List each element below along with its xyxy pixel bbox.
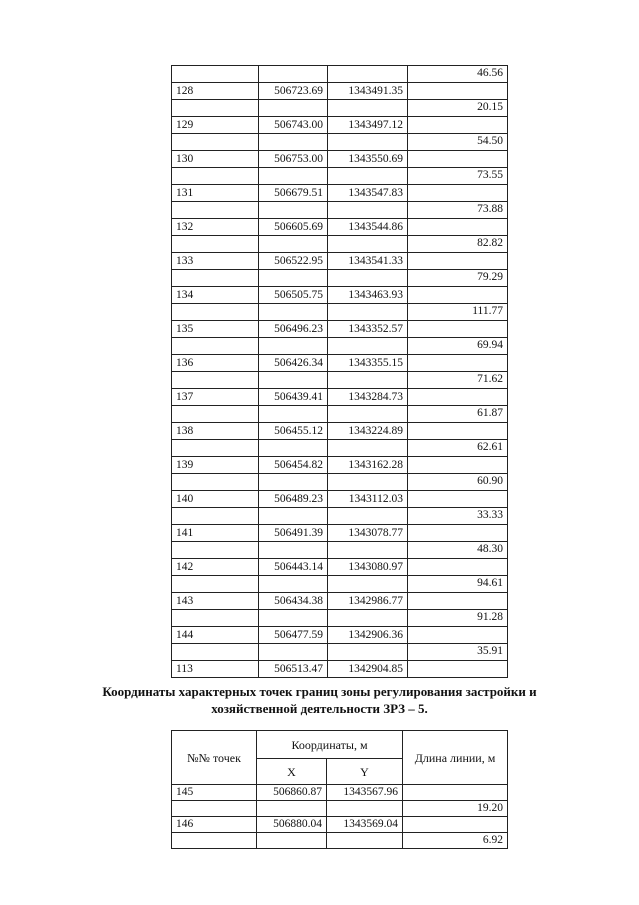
empty-cell [172,508,259,525]
length-row [172,440,508,457]
segment-length: 61.87 [408,406,508,423]
empty-cell [172,833,257,849]
coordinate-x: 506880.04 [257,817,327,833]
empty-cell [408,253,508,270]
empty-cell [403,785,508,801]
empty-cell [408,491,508,508]
section-title-line-1: Координаты характерных точек границ зоны регулирования застройки и [102,684,537,699]
segment-length: 73.55 [408,168,508,185]
point-row [172,117,508,134]
point-number: 144 [172,627,259,644]
point-number: 142 [172,559,259,576]
empty-cell [172,406,259,423]
coordinates-table-zrz5 [171,730,508,849]
coordinate-y: 1342906.36 [328,627,408,644]
point-row [172,491,508,508]
empty-cell [408,185,508,202]
coordinate-x: 506505.75 [259,287,328,304]
segment-length: 35.91 [408,644,508,661]
empty-cell [172,576,259,593]
empty-cell [408,661,508,678]
empty-cell [328,644,408,661]
coordinate-x: 506443.14 [259,559,328,576]
empty-cell [328,406,408,423]
empty-cell [172,644,259,661]
length-row [172,168,508,185]
point-row [172,321,508,338]
empty-cell [259,168,328,185]
coordinate-x: 506513.47 [259,661,328,678]
segment-length: 48.30 [408,542,508,559]
empty-cell [408,321,508,338]
coordinate-y: 1343491.35 [328,83,408,100]
empty-cell [259,338,328,355]
empty-cell [328,508,408,525]
coordinate-y: 1343162.28 [328,457,408,474]
point-row [172,593,508,610]
segment-length: 94.61 [408,576,508,593]
empty-cell [259,134,328,151]
coordinate-y: 1343550.69 [328,151,408,168]
length-row [172,542,508,559]
empty-cell [328,236,408,253]
point-number: 132 [172,219,259,236]
segment-length: 69.94 [408,338,508,355]
point-row [172,525,508,542]
empty-cell [172,338,259,355]
header-x: X [257,759,327,785]
coordinate-y: 1343547.83 [328,185,408,202]
length-row [172,236,508,253]
point-row-z [172,785,508,801]
point-number: 141 [172,525,259,542]
coordinate-y: 1343544.86 [328,219,408,236]
point-number: 133 [172,253,259,270]
empty-cell [408,287,508,304]
coordinate-x: 506426.34 [259,355,328,372]
point-row-z [172,817,508,833]
point-number: 140 [172,491,259,508]
empty-cell [408,151,508,168]
segment-length: 62.61 [408,440,508,457]
point-number: 145 [172,785,257,801]
empty-cell [408,593,508,610]
coordinate-y: 1343463.93 [328,287,408,304]
section-title-line-2: хозяйственной деятельности ЗРЗ – 5. [211,701,428,716]
coordinate-x: 506454.82 [259,457,328,474]
empty-cell [259,236,328,253]
segment-length: 73.88 [408,202,508,219]
coordinate-y: 1343112.03 [328,491,408,508]
segment-length: 33.33 [408,508,508,525]
coordinate-x: 506860.87 [257,785,327,801]
coordinate-y: 1343284.73 [328,389,408,406]
empty-cell [328,338,408,355]
point-row [172,83,508,100]
empty-cell [172,304,259,321]
segment-length: 71.62 [408,372,508,389]
segment-length: 111.77 [408,304,508,321]
length-row [172,801,508,817]
coordinate-y: 1343080.97 [328,559,408,576]
empty-cell [172,236,259,253]
segment-length: 91.28 [408,610,508,627]
point-row [172,151,508,168]
coordinate-y: 1343567.96 [327,785,403,801]
coordinate-y: 1343352.57 [328,321,408,338]
point-number: 139 [172,457,259,474]
empty-cell [328,100,408,117]
empty-cell [172,801,257,817]
empty-cell [259,508,328,525]
point-row [172,627,508,644]
empty-cell [328,66,408,83]
empty-cell [408,423,508,440]
empty-cell [257,801,327,817]
empty-cell [408,627,508,644]
empty-cell [172,610,259,627]
empty-cell [259,440,328,457]
length-row [172,576,508,593]
empty-cell [259,406,328,423]
length-row [172,372,508,389]
length-row [172,270,508,287]
length-row [172,100,508,117]
point-row [172,355,508,372]
empty-cell [172,168,259,185]
point-number: 131 [172,185,259,202]
coordinates-table-continued [171,65,508,678]
coordinate-y: 1342986.77 [328,593,408,610]
header-y: Y [327,759,403,785]
empty-cell [172,202,259,219]
point-number: 138 [172,423,259,440]
empty-cell [172,542,259,559]
coordinate-x: 506477.59 [259,627,328,644]
coordinate-x: 506439.41 [259,389,328,406]
empty-cell [408,117,508,134]
point-row [172,389,508,406]
segment-length: 79.29 [408,270,508,287]
point-number: 129 [172,117,259,134]
segment-length: 54.50 [408,134,508,151]
empty-cell [259,100,328,117]
empty-cell [403,817,508,833]
empty-cell [259,474,328,491]
empty-cell [259,576,328,593]
point-number: 146 [172,817,257,833]
empty-cell [172,474,259,491]
empty-cell [328,168,408,185]
length-row [172,474,508,491]
empty-cell [328,610,408,627]
empty-cell [172,372,259,389]
empty-cell [328,474,408,491]
point-row [172,287,508,304]
empty-cell [328,134,408,151]
header-length: Длина линии, м [403,731,508,785]
coordinate-x: 506679.51 [259,185,328,202]
coordinate-x: 506491.39 [259,525,328,542]
length-row [172,406,508,423]
empty-cell [408,525,508,542]
empty-cell [259,372,328,389]
point-number: 135 [172,321,259,338]
empty-cell [328,270,408,287]
coordinate-y: 1343497.12 [328,117,408,134]
segment-length: 46.56 [408,66,508,83]
length-row [172,202,508,219]
segment-length: 60.90 [408,474,508,491]
coordinate-x: 506489.23 [259,491,328,508]
coordinate-x: 506455.12 [259,423,328,440]
coordinate-x: 506753.00 [259,151,328,168]
point-row [172,457,508,474]
point-row [172,559,508,576]
point-number: 113 [172,661,259,678]
empty-cell [259,610,328,627]
coordinate-x: 506743.00 [259,117,328,134]
empty-cell [327,801,403,817]
empty-cell [172,100,259,117]
empty-cell [172,134,259,151]
length-row [172,304,508,321]
empty-cell [259,270,328,287]
empty-cell [327,833,403,849]
empty-cell [328,304,408,321]
empty-cell [408,355,508,372]
empty-cell [328,542,408,559]
coordinate-y: 1343224.89 [328,423,408,440]
point-number: 136 [172,355,259,372]
length-row [172,134,508,151]
coordinate-y: 1342904.85 [328,661,408,678]
empty-cell [257,833,327,849]
point-number: 134 [172,287,259,304]
coordinate-x: 506605.69 [259,219,328,236]
point-row [172,661,508,678]
length-row [172,508,508,525]
header-coordinates: Координаты, м [257,731,403,759]
coordinate-y: 1343541.33 [328,253,408,270]
empty-cell [408,457,508,474]
point-row [172,219,508,236]
point-row [172,185,508,202]
empty-cell [172,440,259,457]
point-row [172,253,508,270]
point-number: 143 [172,593,259,610]
empty-cell [259,644,328,661]
empty-cell [328,440,408,457]
point-number: 130 [172,151,259,168]
coordinate-x: 506723.69 [259,83,328,100]
point-number: 137 [172,389,259,406]
coordinate-y: 1343569.04 [327,817,403,833]
empty-cell [259,542,328,559]
segment-length: 82.82 [408,236,508,253]
point-number: 128 [172,83,259,100]
length-row [172,833,508,849]
segment-length: 20.15 [408,100,508,117]
empty-cell [328,576,408,593]
empty-cell [172,66,259,83]
empty-cell [328,202,408,219]
coordinate-x: 506434.38 [259,593,328,610]
coordinate-y: 1343078.77 [328,525,408,542]
empty-cell [259,66,328,83]
empty-cell [259,304,328,321]
empty-cell [328,372,408,389]
length-row [172,610,508,627]
empty-cell [408,559,508,576]
header-points: №№ точек [172,731,257,785]
length-row [172,66,508,83]
empty-cell [259,202,328,219]
empty-cell [408,83,508,100]
length-row [172,644,508,661]
coordinate-x: 506496.23 [259,321,328,338]
empty-cell [408,389,508,406]
empty-cell [408,219,508,236]
segment-length: 6.92 [403,833,508,849]
segment-length: 19.20 [403,801,508,817]
length-row [172,338,508,355]
coordinate-y: 1343355.15 [328,355,408,372]
point-row [172,423,508,440]
coordinate-x: 506522.95 [259,253,328,270]
empty-cell [172,270,259,287]
section-title [60,683,579,717]
